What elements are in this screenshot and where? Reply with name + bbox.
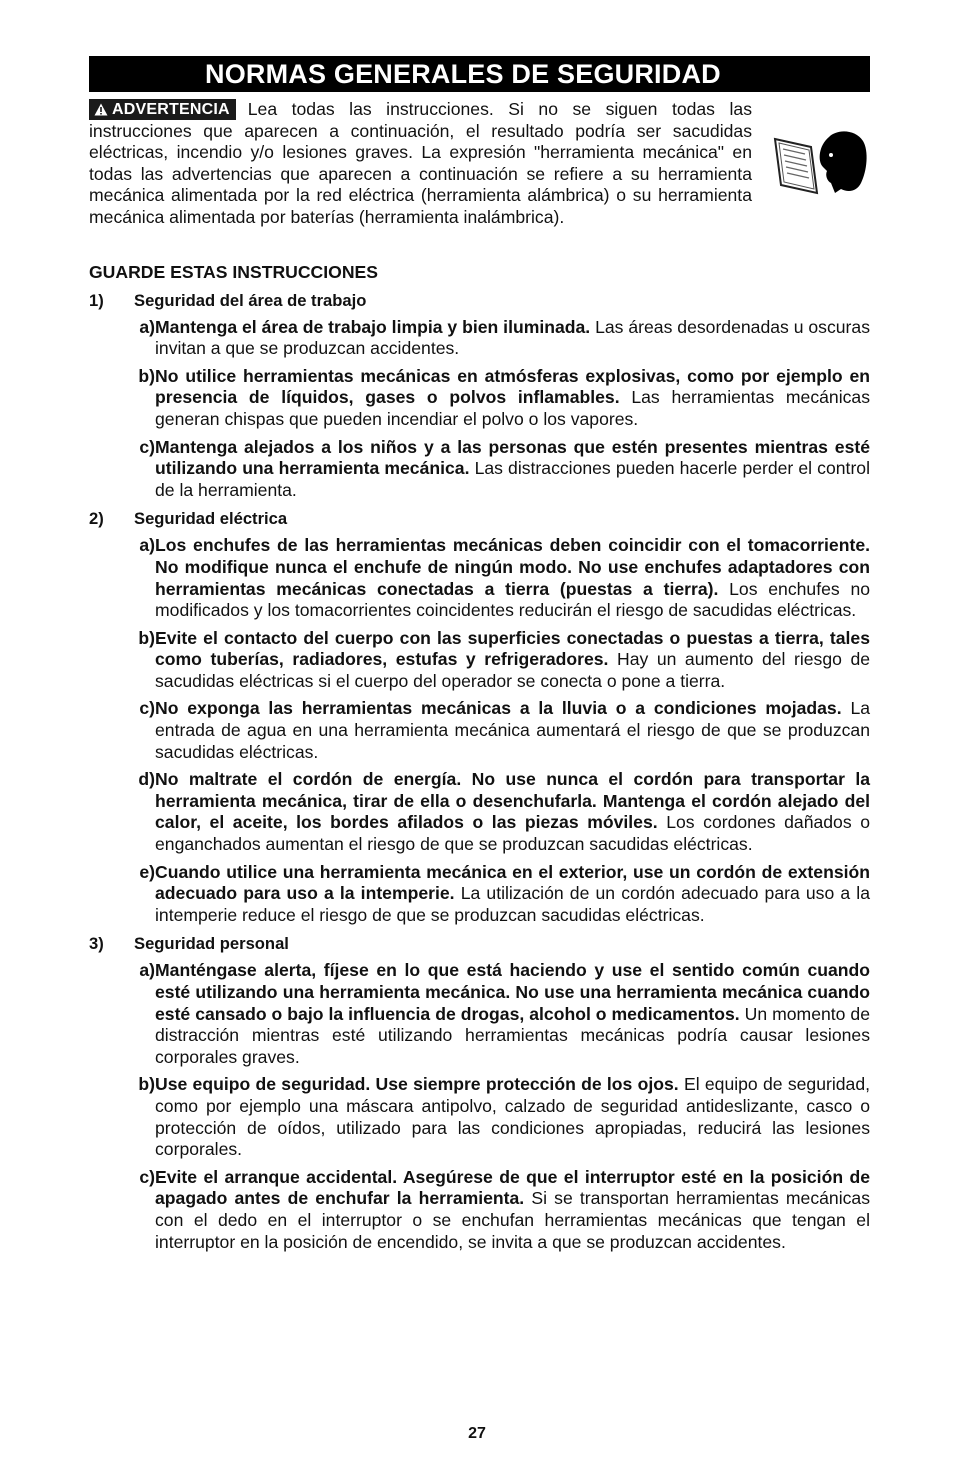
- section-heading: [89, 509, 870, 529]
- section-title: Seguridad personal: [134, 934, 289, 954]
- item-text: La entrada de agua en una herramienta mecánica aumentará el riesgo de que se produzcan sacudidas eléctricas.: [155, 698, 871, 762]
- warning-icon: [94, 103, 108, 116]
- intro-text: [89, 99, 752, 229]
- item-bold-text: Manténgase alerta, fíjese en lo que está haciendo y use el sentido común cuando esté utilizando una herramienta mecánica. No use una herramienta mecánica cuando esté cansado o bajo la influencia de drogas, alcohol o medicamentos.: [155, 960, 870, 1024]
- item-letter: c): [139, 698, 155, 719]
- section-heading: [89, 291, 870, 311]
- item-letter: d): [138, 769, 155, 790]
- warning-label: ADVERTENCIA: [112, 100, 230, 118]
- list-item: [89, 960, 870, 1068]
- section-number: 3): [89, 934, 104, 954]
- item-body: [155, 1074, 870, 1160]
- item-bold-text: Evite el contacto del cuerpo con las superficies conectadas o puestas a tierra, tales como tuberías, radiadores, estufas y refrigeradores.: [155, 627, 870, 670]
- item-bold-text: Mantenga el área de trabajo limpia y bien iluminada.: [155, 316, 591, 337]
- item-body: [155, 366, 870, 431]
- list-item: [89, 698, 870, 763]
- item-bold-text: Mantenga alejados a los niños y a las personas que estén presentes mientras esté utilizando una herramienta mecánica.: [155, 436, 870, 479]
- item-body: [155, 437, 870, 502]
- item-body: [155, 628, 870, 693]
- list-item: [89, 1167, 870, 1253]
- section-number: 2): [89, 509, 104, 529]
- section-title: Seguridad del área de trabajo: [134, 290, 367, 310]
- item-letter: c): [139, 436, 155, 457]
- list-item: [89, 628, 870, 693]
- item-text: Las áreas desordenadas u oscuras invitan a que se produzcan accidentes.: [155, 316, 871, 359]
- save-instructions-heading: GUARDE ESTAS INSTRUCCIONES: [89, 261, 379, 282]
- list-item: [89, 366, 870, 431]
- item-text: Si se transportan herramientas mecánicas con el dedo en el interruptor o se enchufan herramientas mecánicas que tengan el interruptor en la posición de encendido, se invita a que se produzcan accidentes.: [155, 1188, 870, 1252]
- item-text: El equipo de seguridad, como por ejemplo una máscara antipolvo, calzado de seguridad antideslizante, casco o protección de oídos, utilizado para las condiciones apropiadas, reducirá las lesiones corporales.: [155, 1074, 871, 1160]
- list-item: [89, 535, 870, 621]
- item-letter: a): [139, 316, 155, 337]
- item-bold-text: Evite el arranque accidental. Asegúrese de que el interruptor esté en la posición de apagado antes de enchufar la herramienta.: [155, 1166, 870, 1209]
- list-item: [89, 437, 870, 502]
- section-title: Seguridad eléctrica: [134, 509, 288, 529]
- warning-badge: [89, 99, 236, 120]
- item-text: Hay un aumento del riesgo de sacudidas eléctricas si el cuerpo del operador se conecta o pone a tierra.: [155, 649, 871, 691]
- item-letter: b): [138, 365, 155, 386]
- list-item: [89, 1074, 870, 1160]
- item-body: [155, 862, 870, 927]
- item-letter: a): [139, 960, 155, 981]
- item-bold-text: No exponga las herramientas mecánicas a la lluvia o a condiciones mojadas.: [155, 698, 842, 719]
- item-body: [155, 769, 870, 855]
- section-number: 1): [89, 290, 104, 310]
- item-letter: b): [138, 1074, 155, 1095]
- item-body: [155, 1167, 870, 1253]
- item-body: [155, 317, 870, 360]
- item-bold-text: No utilice herramientas mecánicas en atmósferas explosivas, como por ejemplo en presencia de líquidos, gases o polvos inflamables.: [155, 365, 870, 408]
- item-bold-text: Los enchufes de las herramientas mecánicas deben coincidir con el tomacorriente. No modifique nunca el enchufe de ningún modo. No use enchufes adaptadores con herramientas mecánicas conectadas a tierra (puestas a tierra).: [155, 535, 870, 599]
- sections-list: [89, 291, 870, 1254]
- list-item: [89, 862, 870, 927]
- intro-paragraph: Lea todas las instrucciones. Si no se siguen todas las instrucciones que aparecen a continuación, el resultado podría ser sacudidas eléctricas, incendio y/o lesiones graves. La expresión "herramienta mecánica" en todas las advertencias que aparecen a continuación se refiere a su herramienta mecánica alimentada por la red eléctrica (herramienta alámbrica) o su herramienta mecánica alimentada por baterías (herramienta inalámbrica).: [89, 99, 752, 227]
- item-text: Los cordones dañados o enganchados aumentan el riesgo de que se produzcan sacudidas eléctricas.: [155, 812, 871, 855]
- item-text: La utilización de un cordón adecuado para uso a la intemperie reduce el riesgo de que se produzcan sacudidas eléctricas.: [155, 883, 870, 925]
- page-title: NORMAS GENERALES DE SEGURIDAD: [89, 56, 870, 92]
- item-text: Las distracciones pueden hacerle perder el control de la herramienta.: [155, 458, 870, 500]
- item-body: [155, 535, 870, 621]
- item-bold-text: Cuando utilice una herramienta mecánica en el exterior, use un cordón de extensión adecuado para uso a la intemperie.: [155, 861, 870, 904]
- page-number: 27: [468, 1425, 486, 1442]
- item-body: [155, 698, 870, 763]
- item-letter: a): [139, 535, 155, 556]
- item-bold-text: No maltrate el cordón de energía. No use nunca el cordón para transportar la herramienta mecánica, tirar de ella o desenchufarla. Mantenga el cordón alejado del calor, el aceite, los bordes afilados o las piezas móviles.: [155, 769, 870, 833]
- item-text: Las herramientas mecánicas generan chispas que pueden incendiar el polvo o los vapores.: [155, 387, 870, 429]
- item-letter: e): [139, 861, 155, 882]
- read-manual-icon: [771, 127, 869, 197]
- item-letter: c): [139, 1166, 155, 1187]
- page-content: [89, 56, 870, 1253]
- item-letter: b): [138, 627, 155, 648]
- item-body: [155, 960, 870, 1068]
- list-item: [89, 317, 870, 360]
- list-item: [89, 769, 870, 855]
- item-text: Los enchufes no modificados y los tomacorrientes coincidentes reducirán el riesgo de sacudidas eléctricas.: [155, 578, 871, 621]
- intro-block: [89, 99, 870, 229]
- item-text: Un momento de distracción mientras esté utilizando herramientas mecánicas podría causar lesiones corporales graves.: [155, 1003, 870, 1067]
- section-heading: [89, 934, 870, 954]
- item-bold-text: Use equipo de seguridad. Use siempre protección de los ojos.: [155, 1074, 679, 1095]
